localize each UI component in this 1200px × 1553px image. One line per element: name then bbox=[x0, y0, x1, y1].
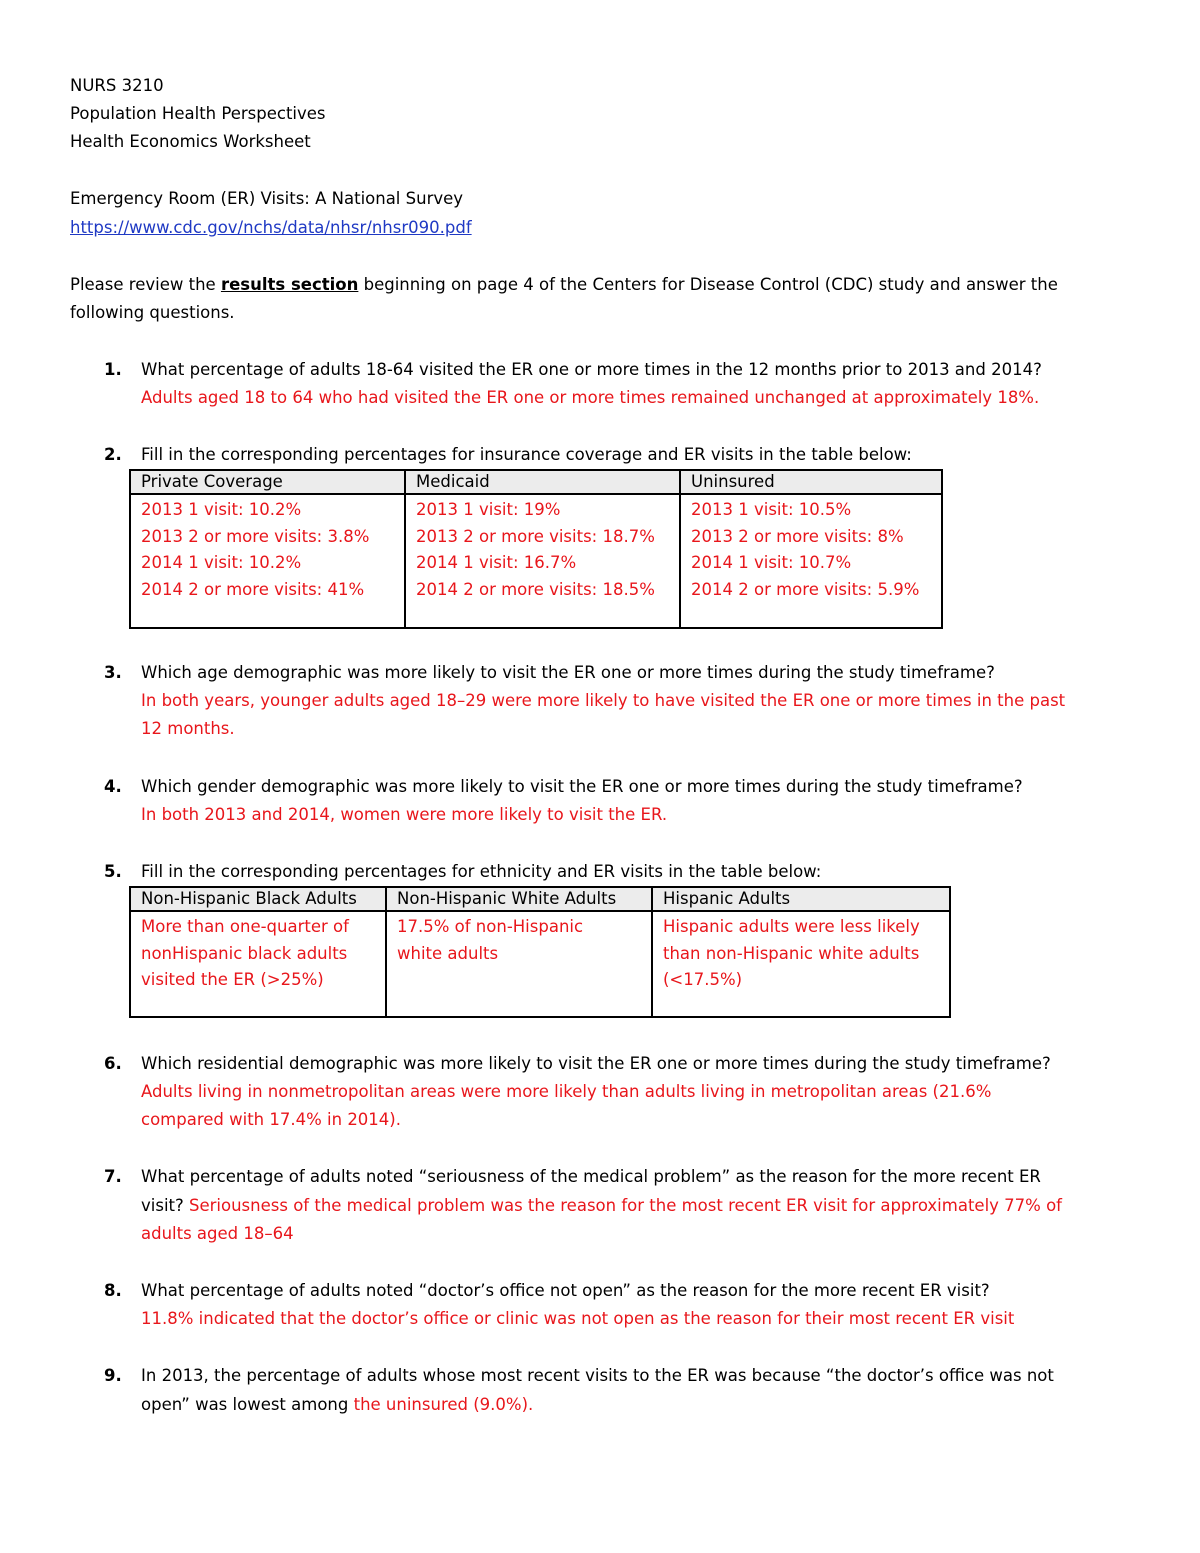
table-header: Hispanic Adults bbox=[652, 887, 950, 911]
question-text: Which age demographic was more likely to visit the ER one or more times during the study timeframe? bbox=[141, 663, 995, 682]
cell-line: 2013 2 or more visits: 18.7% bbox=[416, 526, 655, 546]
question-number: 4. bbox=[104, 777, 122, 796]
course-code: NURS 3210 bbox=[70, 76, 164, 95]
question-number: 1. bbox=[104, 360, 122, 379]
answer-text: In both years, younger adults aged 18–29 were more likely to have visited the ER one or more times in the past bbox=[141, 691, 1066, 710]
answer-text: adults aged 18–64 bbox=[141, 1224, 294, 1243]
insurance-table bbox=[129, 469, 943, 629]
worksheet-title: Health Economics Worksheet bbox=[70, 132, 311, 151]
question-text: Fill in the corresponding percentages for ethnicity and ER visits in the table below: bbox=[141, 862, 822, 881]
answer-text: Adults aged 18 to 64 who had visited the ER one or more times remained unchanged at approximately 18%. bbox=[141, 388, 1040, 407]
question-number: 3. bbox=[104, 663, 122, 682]
question-text: What percentage of adults noted “doctor’s office not open” as the reason for the more recent ER visit? bbox=[141, 1281, 990, 1300]
answer-text: compared with 17.4% in 2014). bbox=[141, 1110, 401, 1129]
table-cell bbox=[130, 494, 405, 628]
question-number: 2. bbox=[104, 445, 122, 464]
cell-line: 2014 2 or more visits: 18.5% bbox=[416, 579, 655, 599]
question-text: open” was lowest among bbox=[141, 1395, 354, 1414]
cell-line: 2014 1 visit: 16.7% bbox=[416, 553, 577, 572]
ethnicity-table bbox=[129, 886, 951, 1018]
cell-line: More than one-quarter of bbox=[141, 917, 349, 936]
question-number: 9. bbox=[104, 1366, 122, 1385]
table-header: Medicaid bbox=[405, 470, 680, 494]
table-cell bbox=[652, 911, 950, 1017]
table-cell bbox=[130, 911, 386, 1017]
cell-line: Hispanic adults were less likely bbox=[663, 917, 920, 936]
cell-line: 2013 1 visit: 10.5% bbox=[691, 500, 852, 519]
table-header: Private Coverage bbox=[130, 470, 405, 494]
instructions bbox=[70, 273, 1058, 297]
question-number: 6. bbox=[104, 1054, 122, 1073]
question-text: Fill in the corresponding percentages for insurance coverage and ER visits in the table below: bbox=[141, 445, 912, 464]
table-cell bbox=[405, 494, 680, 628]
cell-line: 2013 2 or more visits: 8% bbox=[691, 526, 904, 546]
cell-line: 2014 2 or more visits: 41% bbox=[141, 579, 365, 599]
table-header: Non-Hispanic Black Adults bbox=[130, 887, 386, 911]
table-cell bbox=[386, 911, 652, 1017]
question-text: What percentage of adults noted “seriousness of the medical problem” as the reason for the more recent ER bbox=[141, 1167, 1041, 1186]
question-text: visit? bbox=[141, 1196, 190, 1215]
cell-line: 17.5% of non-Hispanic bbox=[397, 917, 584, 936]
source-url-line bbox=[70, 216, 472, 240]
cell-line: 2014 2 or more visits: 5.9% bbox=[691, 579, 920, 599]
question-answer-line bbox=[141, 1393, 533, 1417]
instructions-text-2: beginning on page 4 of the Centers for Disease Control (CDC) study and answer the bbox=[358, 275, 1058, 294]
answer-text: Seriousness of the medical problem was the reason for the most recent ER visit for approximately 77% of bbox=[189, 1196, 1062, 1215]
answer-text: 11.8% indicated that the doctor’s office or clinic was not open as the reason for their most recent ER visit bbox=[141, 1309, 1015, 1328]
source-title: Emergency Room (ER) Visits: A National Survey bbox=[70, 189, 464, 208]
cell-line: visited the ER (>25%) bbox=[141, 970, 324, 989]
answer-text: the uninsured (9.0%). bbox=[353, 1395, 534, 1414]
answer-text: 12 months. bbox=[141, 719, 235, 738]
table-header: Non-Hispanic White Adults bbox=[386, 887, 652, 911]
answer-text: In both 2013 and 2014, women were more likely to visit the ER. bbox=[141, 805, 668, 824]
cell-line: 2013 1 visit: 10.2% bbox=[141, 500, 302, 519]
answer-text: Adults living in nonmetropolitan areas were more likely than adults living in metropolitan areas (21.6% bbox=[141, 1082, 992, 1101]
source-link[interactable]: https://www.cdc.gov/nchs/data/nhsr/nhsr090.pdf bbox=[70, 218, 472, 237]
cell-line: nonHispanic black adults bbox=[141, 943, 348, 963]
question-answer-line bbox=[141, 1194, 1062, 1218]
question-text: Which residential demographic was more likely to visit the ER one or more times during the study timeframe? bbox=[141, 1054, 1051, 1073]
cell-line: 2013 1 visit: 19% bbox=[416, 500, 561, 519]
cell-line: 2014 1 visit: 10.2% bbox=[141, 553, 302, 572]
course-title: Population Health Perspectives bbox=[70, 104, 326, 123]
question-number: 5. bbox=[104, 862, 122, 881]
table-header: Uninsured bbox=[680, 470, 942, 494]
question-text: Which gender demographic was more likely to visit the ER one or more times during the study timeframe? bbox=[141, 777, 1023, 796]
cell-line: white adults bbox=[397, 943, 499, 963]
instructions-line-2: following questions. bbox=[70, 303, 235, 322]
cell-line: 2013 2 or more visits: 3.8% bbox=[141, 526, 370, 546]
cell-line: 2014 1 visit: 10.7% bbox=[691, 553, 852, 572]
question-text: In 2013, the percentage of adults whose most recent visits to the ER was because “the doctor’s office was not bbox=[141, 1366, 1054, 1385]
question-number: 8. bbox=[104, 1281, 122, 1300]
instructions-emphasis: results section bbox=[220, 275, 359, 294]
cell-line: than non-Hispanic white adults bbox=[663, 943, 920, 963]
question-number: 7. bbox=[104, 1167, 122, 1186]
question-text: What percentage of adults 18-64 visited the ER one or more times in the 12 months prior to 2013 and 2014? bbox=[141, 360, 1042, 379]
cell-line: (<17.5%) bbox=[663, 970, 743, 989]
instructions-text: Please review the bbox=[70, 275, 221, 294]
table-cell bbox=[680, 494, 942, 628]
